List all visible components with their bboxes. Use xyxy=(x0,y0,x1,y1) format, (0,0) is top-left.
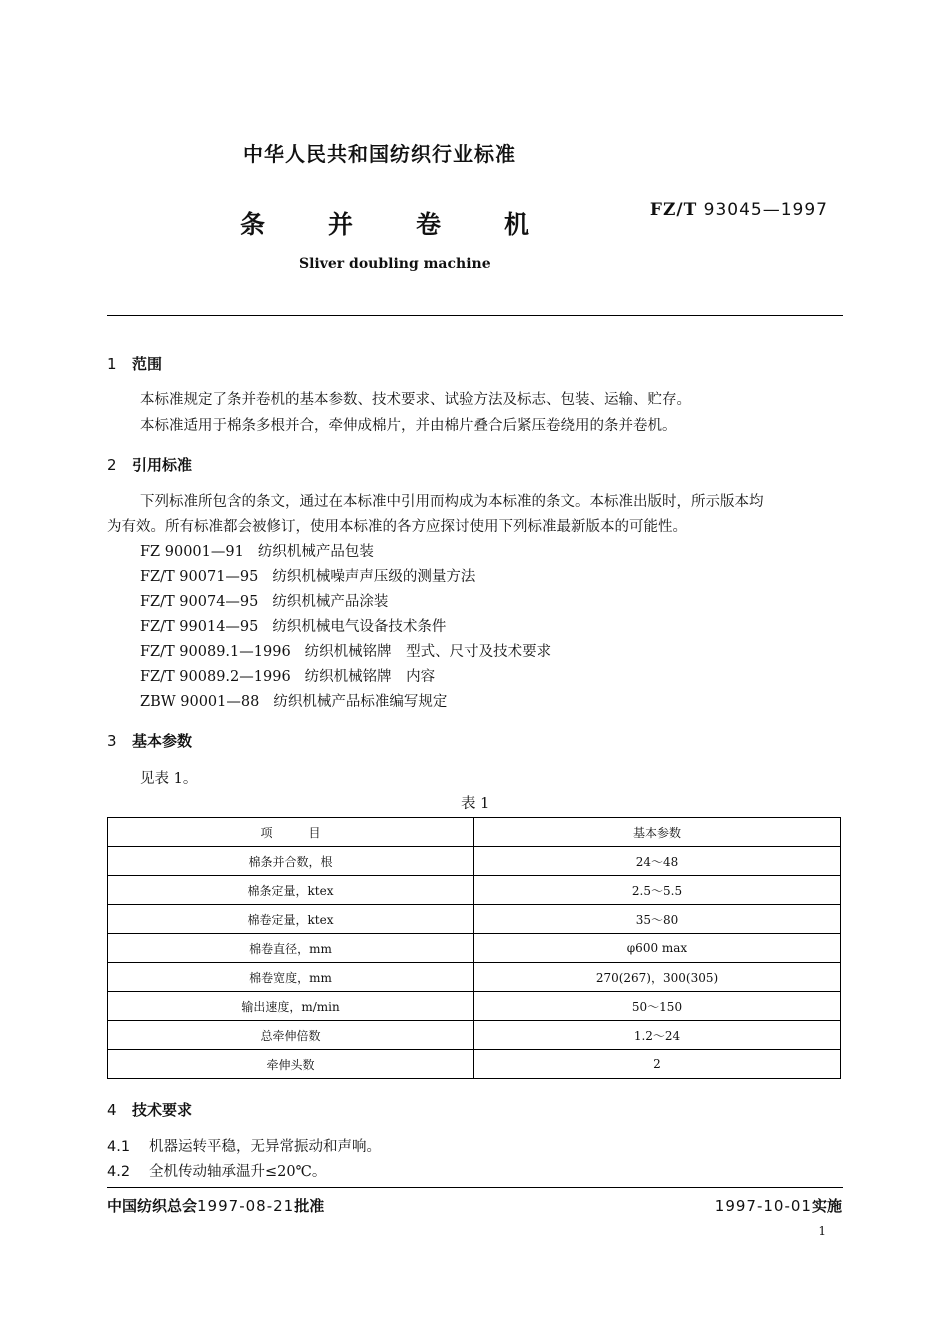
section-2-paragraph-line-1: 下列标准所包含的条文，通过在本标准中引用而构成为本标准的条文。本标准出版时，所示版本均 xyxy=(140,494,764,510)
section-1-heading: 1 范围 xyxy=(107,355,163,373)
table-header-cell: 项 目 xyxy=(108,818,474,847)
table-header-row xyxy=(108,818,841,847)
reference-item: FZ/T 90089.1—1996 纺织机械铭牌 型式、尺寸及技术要求 xyxy=(140,644,552,660)
reference-item: FZ/T 90074—95 纺织机械产品涂装 xyxy=(140,594,389,610)
reference-item: FZ/T 90071—95 纺织机械噪声声压级的测量方法 xyxy=(140,569,476,585)
reference-item: FZ/T 90089.2—1996 纺织机械铭牌 内容 xyxy=(140,669,436,685)
table-cell-value: 270(267)，300(305) xyxy=(474,963,841,992)
table-cell-value: 50～150 xyxy=(474,992,841,1021)
table-cell-item: 总牵伸倍数 xyxy=(108,1021,474,1050)
issuing-organization: 中华人民共和国纺织行业标准 xyxy=(243,142,516,166)
table-cell-item: 棉条并合数，根 xyxy=(108,847,474,876)
table-cell-value: 35～80 xyxy=(474,905,841,934)
section-1-paragraph-1: 本标准规定了条并卷机的基本参数、技术要求、试验方法及标志、包装、运输、贮存。 xyxy=(140,392,691,408)
reference-item: ZBW 90001—88 纺织机械产品标准编写规定 xyxy=(140,694,448,710)
standard-prefix: FZ/T xyxy=(649,200,698,220)
table-row xyxy=(108,963,841,992)
table-row xyxy=(108,1050,841,1079)
table-cell-value: 2.5～5.5 xyxy=(474,876,841,905)
standard-number: 93045—1997 xyxy=(703,200,828,220)
standard-title-en: Sliver doubling machine xyxy=(299,256,491,272)
title-char: 并 xyxy=(328,210,354,239)
table-header-cell: 基本参数 xyxy=(474,818,841,847)
table-caption: 表 1 xyxy=(461,796,490,812)
section-4-heading: 4 技术要求 xyxy=(107,1101,193,1119)
title-char: 机 xyxy=(504,210,530,239)
title-char: 条 xyxy=(240,210,266,239)
implementation-line: 1997-10-01实施 xyxy=(714,1197,842,1215)
table-row xyxy=(108,992,841,1021)
header-divider xyxy=(107,315,843,316)
requirement-item: 4.1 机器运转平稳，无异常振动和声响。 xyxy=(107,1139,381,1155)
table-cell-value: 1.2～24 xyxy=(474,1021,841,1050)
section-2-paragraph-line-2: 为有效。所有标准都会被修订，使用本标准的各方应探讨使用下列标准最新版本的可能性。 xyxy=(107,519,687,535)
reference-item: FZ 90001—91 纺织机械产品包装 xyxy=(140,544,374,560)
table-cell-item: 牵伸头数 xyxy=(108,1050,474,1079)
requirement-item: 4.2 全机传动轴承温升≤20℃。 xyxy=(107,1164,327,1180)
standard-code xyxy=(650,200,828,220)
section-1-paragraph-2: 本标准适用于棉条多根并合，牵伸成棉片，并由棉片叠合后紧压卷绕用的条并卷机。 xyxy=(140,418,677,434)
table-cell-value: 2 xyxy=(474,1050,841,1079)
section-3-paragraph: 见表 1。 xyxy=(140,771,198,787)
reference-item: FZ/T 99014—95 纺织机械电气设备技术条件 xyxy=(140,619,447,635)
standard-title-zh xyxy=(240,205,592,241)
table-cell-item: 棉卷定量，ktex xyxy=(108,905,474,934)
table-row xyxy=(108,1021,841,1050)
table-row xyxy=(108,905,841,934)
table-cell-item: 输出速度，m/min xyxy=(108,992,474,1021)
approval-line: 中国纺织总会1997-08-21批准 xyxy=(107,1197,325,1215)
footer-divider xyxy=(107,1187,843,1188)
section-2-heading: 2 引用标准 xyxy=(107,456,193,474)
table-row xyxy=(108,934,841,963)
page-number: 1 xyxy=(818,1224,826,1238)
title-char: 卷 xyxy=(416,210,442,239)
parameters-table xyxy=(107,817,841,1079)
table-cell-item: 棉条定量，ktex xyxy=(108,876,474,905)
table-cell-item: 棉卷直径，mm xyxy=(108,934,474,963)
table-row xyxy=(108,847,841,876)
table-cell-value: φ600 max xyxy=(474,934,841,963)
section-3-heading: 3 基本参数 xyxy=(107,732,193,750)
table-cell-value: 24～48 xyxy=(474,847,841,876)
table-row xyxy=(108,876,841,905)
table-cell-item: 棉卷宽度，mm xyxy=(108,963,474,992)
